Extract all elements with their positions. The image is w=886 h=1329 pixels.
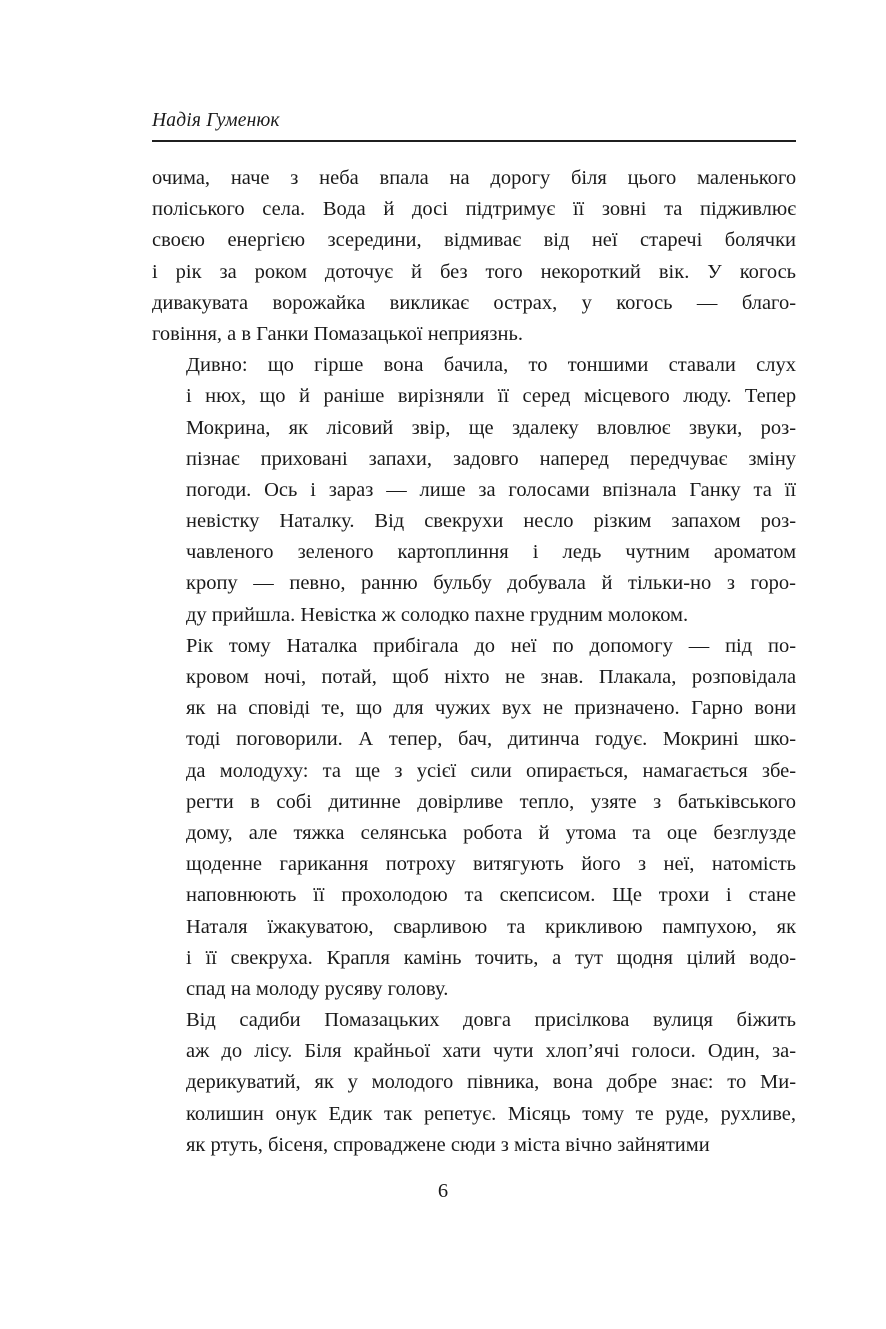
text-line: Дивно: що гірше вона бачила, то тоншими ставали слух: [186, 354, 796, 377]
text-line: невістку Наталку. Від свекрухи несло різким запахом роз-: [186, 510, 797, 533]
text-line: спад на молоду русяву голову.: [186, 977, 449, 1000]
text-line: погоди. Ось і зараз — лише за голосами впізнала Ганку та її: [186, 478, 797, 501]
text-line: як на сповіді те, що для чужих вух не призначено. Гарно вони: [186, 697, 797, 720]
text-line: Від садиби Помазацьких довга присілкова вулиця біжить: [186, 1009, 797, 1032]
text-line: своєю енергією зсередини, відмиває від неї старечі болячки: [152, 229, 797, 252]
text-line: регти в собі дитинне довірливе тепло, узяте з батьківського: [186, 790, 797, 813]
paragraph: [152, 1005, 796, 1161]
text-line: очима, наче з неба впала на дорогу біля цього маленького: [152, 167, 797, 189]
text-line: наповнюють її прохолодою та скепсисом. Ще трохи і стане: [186, 884, 796, 907]
running-head-author: Надія Гуменюк: [152, 110, 280, 131]
text-line: Мокрина, як лісовий звір, ще здалеку вловлює звуки, роз-: [186, 416, 797, 439]
text-line: аж до лісу. Біля крайньої хати чути хлоп’ячі голоси. Один, за-: [186, 1040, 797, 1063]
text-line: колишин онук Едик так репетує. Місяць тому те руде, рухливе,: [186, 1102, 797, 1125]
running-head: [152, 108, 796, 142]
paragraph: [152, 631, 796, 1005]
text-line: дерикуватий, як у молодого півника, вона добре знає: то Ми-: [186, 1071, 797, 1094]
text-line: чавленого зеленого картоплиння і ледь чутним ароматом: [186, 541, 797, 564]
text-line: Рік тому Наталка прибігала до неї по допомогу — під по-: [186, 634, 797, 657]
text-line: ду прийшла. Невістка ж солодко пахне грудним молоком.: [186, 603, 689, 626]
text-line: і нюх, що й раніше вирізняли її серед місцевого люду. Тепер: [186, 385, 797, 408]
text-line: говіння, а в Ганки Помазацької неприязнь.: [152, 322, 523, 345]
paragraph: [152, 163, 796, 350]
text-line: дивакувата ворожайка викликає острах, у когось — благо-: [152, 291, 797, 314]
text-line: Наталя їжакуватою, сварливою та крикливою пампухою, як: [186, 915, 797, 938]
paragraph: [152, 350, 796, 631]
running-head-rule: [152, 140, 796, 142]
text-line: і рік за роком доточує й без того некороткий вік. У когось: [152, 260, 797, 283]
text-line: поліського села. Вода й досі підтримує її зовні та підживлює: [152, 198, 797, 221]
text-line: тоді поговорили. А тепер, бач, дитинча годує. Мокрині шко-: [186, 728, 797, 751]
text-line: кропу — певно, ранню бульбу добувала й тільки-но з горо-: [186, 572, 796, 595]
text-line: да молодуху: та ще з усієї сили опирається, намагається збе-: [186, 759, 797, 782]
text-line: і її свекруха. Крапля камінь точить, а тут щодня цілий водо-: [186, 946, 797, 969]
text-line: пізнає приховані запахи, задовго наперед передчуває зміну: [186, 447, 797, 470]
text-line: кровом ночі, потай, щоб ніхто не знав. Плакала, розповідала: [186, 666, 797, 688]
text-line: як ртуть, бісеня, спроваджене сюди з міста вічно зайнятими: [186, 1133, 710, 1156]
body-text-column: [152, 163, 796, 1161]
text-line: дому, але тяжка селянська робота й утома та оце безглузде: [186, 821, 797, 844]
page-number: 6: [437, 1180, 449, 1202]
text-line: щоденне гарикання потроху витягують його з неї, натомість: [186, 853, 797, 876]
